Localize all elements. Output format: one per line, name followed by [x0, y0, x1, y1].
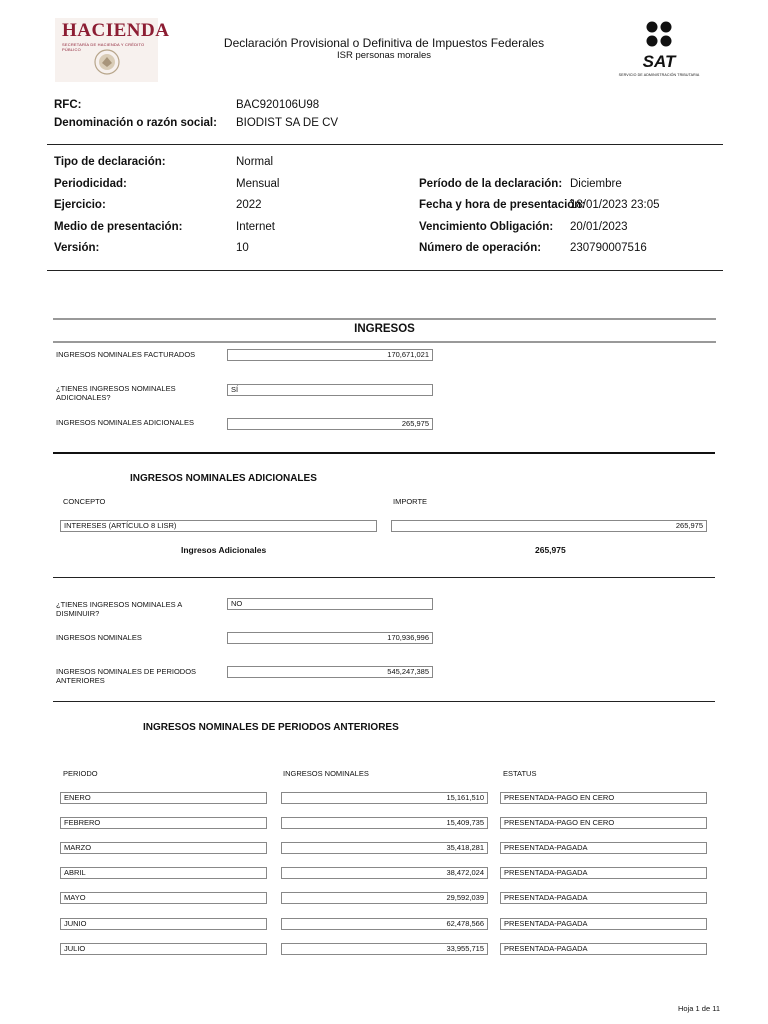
- estatus-cell[interactable]: PRESENTADA-PAGADA: [500, 892, 707, 904]
- section-rule: [53, 341, 716, 343]
- fecha-label: Fecha y hora de presentación:: [419, 199, 586, 211]
- document-subtitle: ISR personas morales: [337, 50, 431, 61]
- ejercicio-label: Ejercicio:: [54, 199, 106, 211]
- section-rule: [53, 701, 715, 702]
- medio-label: Medio de presentación:: [54, 221, 183, 233]
- divider: [47, 270, 723, 271]
- sat-wordmark: SAT: [642, 52, 676, 71]
- ingresos-cell[interactable]: 15,409,735: [281, 817, 488, 829]
- ingresos-cell[interactable]: 38,472,024: [281, 867, 488, 879]
- ingresos-cell[interactable]: 35,418,281: [281, 842, 488, 854]
- sat-tagline: SERVICIO DE ADMINISTRACIÓN TRIBUTARIA: [618, 73, 700, 77]
- section-rule: [53, 577, 715, 578]
- col-concepto: CONCEPTO: [63, 497, 106, 506]
- nominales-label: INGRESOS NOMINALES: [56, 633, 142, 642]
- ingresos-cell[interactable]: 15,161,510: [281, 792, 488, 804]
- hacienda-subtitle: SECRETARÍA DE HACIENDA Y CRÉDITO PÚBLICO: [62, 42, 145, 52]
- ingresos-cell[interactable]: 33,955,715: [281, 943, 488, 955]
- estatus-cell[interactable]: PRESENTADA-PAGADA: [500, 943, 707, 955]
- divider: [47, 144, 723, 145]
- periodo-cell[interactable]: ABRIL: [60, 867, 267, 879]
- adicionales-label: INGRESOS NOMINALES ADICIONALES: [56, 418, 194, 427]
- total-adicionales-label: Ingresos Adicionales: [181, 545, 267, 555]
- ingresos-cell[interactable]: 62,478,566: [281, 918, 488, 930]
- hacienda-wordmark: HACIENDA: [62, 20, 170, 41]
- hacienda-logo: [55, 18, 170, 82]
- page-number: Hoja 1 de 11: [678, 1004, 720, 1013]
- facturados-field[interactable]: 170,671,021: [227, 349, 433, 361]
- operacion-value: 230790007516: [570, 242, 647, 254]
- sat-dots-icon: [644, 21, 674, 53]
- tipo-label: Tipo de declaración:: [54, 156, 166, 168]
- national-seal-icon: [93, 48, 121, 76]
- operacion-label: Número de operación:: [419, 242, 542, 254]
- col-ingresos: INGRESOS NOMINALES: [283, 769, 369, 778]
- ingresos-title: INGRESOS: [354, 323, 415, 335]
- estatus-cell[interactable]: PRESENTADA-PAGO EN CERO: [500, 792, 707, 804]
- rfc-value: BAC920106U98: [236, 99, 320, 111]
- tiene-disminuir-field[interactable]: NO: [227, 598, 433, 610]
- col-periodo: PERIODO: [63, 769, 98, 778]
- total-adicionales-value: 265,975: [535, 545, 566, 555]
- section-rule: [53, 452, 715, 454]
- rfc-label: RFC:: [54, 99, 82, 111]
- periodo-cell[interactable]: ENERO: [60, 792, 267, 804]
- tipo-value: Normal: [236, 156, 274, 168]
- concepto-field[interactable]: INTERESES (ARTÍCULO 8 LISR): [60, 520, 377, 532]
- sat-logo: [606, 16, 712, 82]
- adicionales-table-title: INGRESOS NOMINALES ADICIONALES: [130, 473, 317, 484]
- tiene-disminuir-label: ¿TIENES INGRESOS NOMINALES A DISMINUIR?: [56, 600, 182, 618]
- periodo-value: Diciembre: [570, 178, 622, 190]
- estatus-cell[interactable]: PRESENTADA-PAGO EN CERO: [500, 817, 707, 829]
- version-value: 10: [236, 242, 249, 254]
- anteriores-field[interactable]: 545,247,385: [227, 666, 433, 678]
- adicionales-field[interactable]: 265,975: [227, 418, 433, 430]
- fecha-value: 18/01/2023 23:05: [570, 199, 660, 211]
- periodicidad-value: Mensual: [236, 178, 280, 190]
- periodos-title: INGRESOS NOMINALES DE PERIODOS ANTERIORES: [143, 722, 399, 733]
- nominales-field[interactable]: 170,936,996: [227, 632, 433, 644]
- periodo-cell[interactable]: MARZO: [60, 842, 267, 854]
- document-title: Declaración Provisional o Definitiva de Impuestos Federales: [223, 36, 545, 50]
- periodo-cell[interactable]: MAYO: [60, 892, 267, 904]
- vencimiento-value: 20/01/2023: [570, 221, 628, 233]
- ejercicio-value: 2022: [236, 199, 262, 211]
- tiene-adicionales-label: ¿TIENES INGRESOS NOMINALES ADICIONALES?: [56, 384, 176, 402]
- estatus-cell[interactable]: PRESENTADA-PAGADA: [500, 867, 707, 879]
- col-estatus: ESTATUS: [503, 769, 537, 778]
- periodo-label: Período de la declaración:: [419, 178, 563, 190]
- name-value: BIODIST SA DE CV: [236, 117, 339, 129]
- medio-value: Internet: [236, 221, 275, 233]
- ingresos-cell[interactable]: 29,592,039: [281, 892, 488, 904]
- facturados-label: INGRESOS NOMINALES FACTURADOS: [56, 350, 196, 359]
- periodo-cell[interactable]: JULIO: [60, 943, 267, 955]
- estatus-cell[interactable]: PRESENTADA-PAGADA: [500, 842, 707, 854]
- tiene-adicionales-field[interactable]: SÍ: [227, 384, 433, 396]
- estatus-cell[interactable]: PRESENTADA-PAGADA: [500, 918, 707, 930]
- section-rule: [53, 318, 716, 320]
- vencimiento-label: Vencimiento Obligación:: [419, 221, 554, 233]
- importe-field[interactable]: 265,975: [391, 520, 707, 532]
- periodo-cell[interactable]: JUNIO: [60, 918, 267, 930]
- version-label: Versión:: [54, 242, 100, 254]
- anteriores-label: INGRESOS NOMINALES DE PERIODOS ANTERIORES: [56, 667, 197, 685]
- name-label: Denominación o razón social:: [54, 117, 217, 129]
- col-importe: IMPORTE: [393, 497, 428, 506]
- periodo-cell[interactable]: FEBRERO: [60, 817, 267, 829]
- periodicidad-label: Periodicidad:: [54, 178, 127, 190]
